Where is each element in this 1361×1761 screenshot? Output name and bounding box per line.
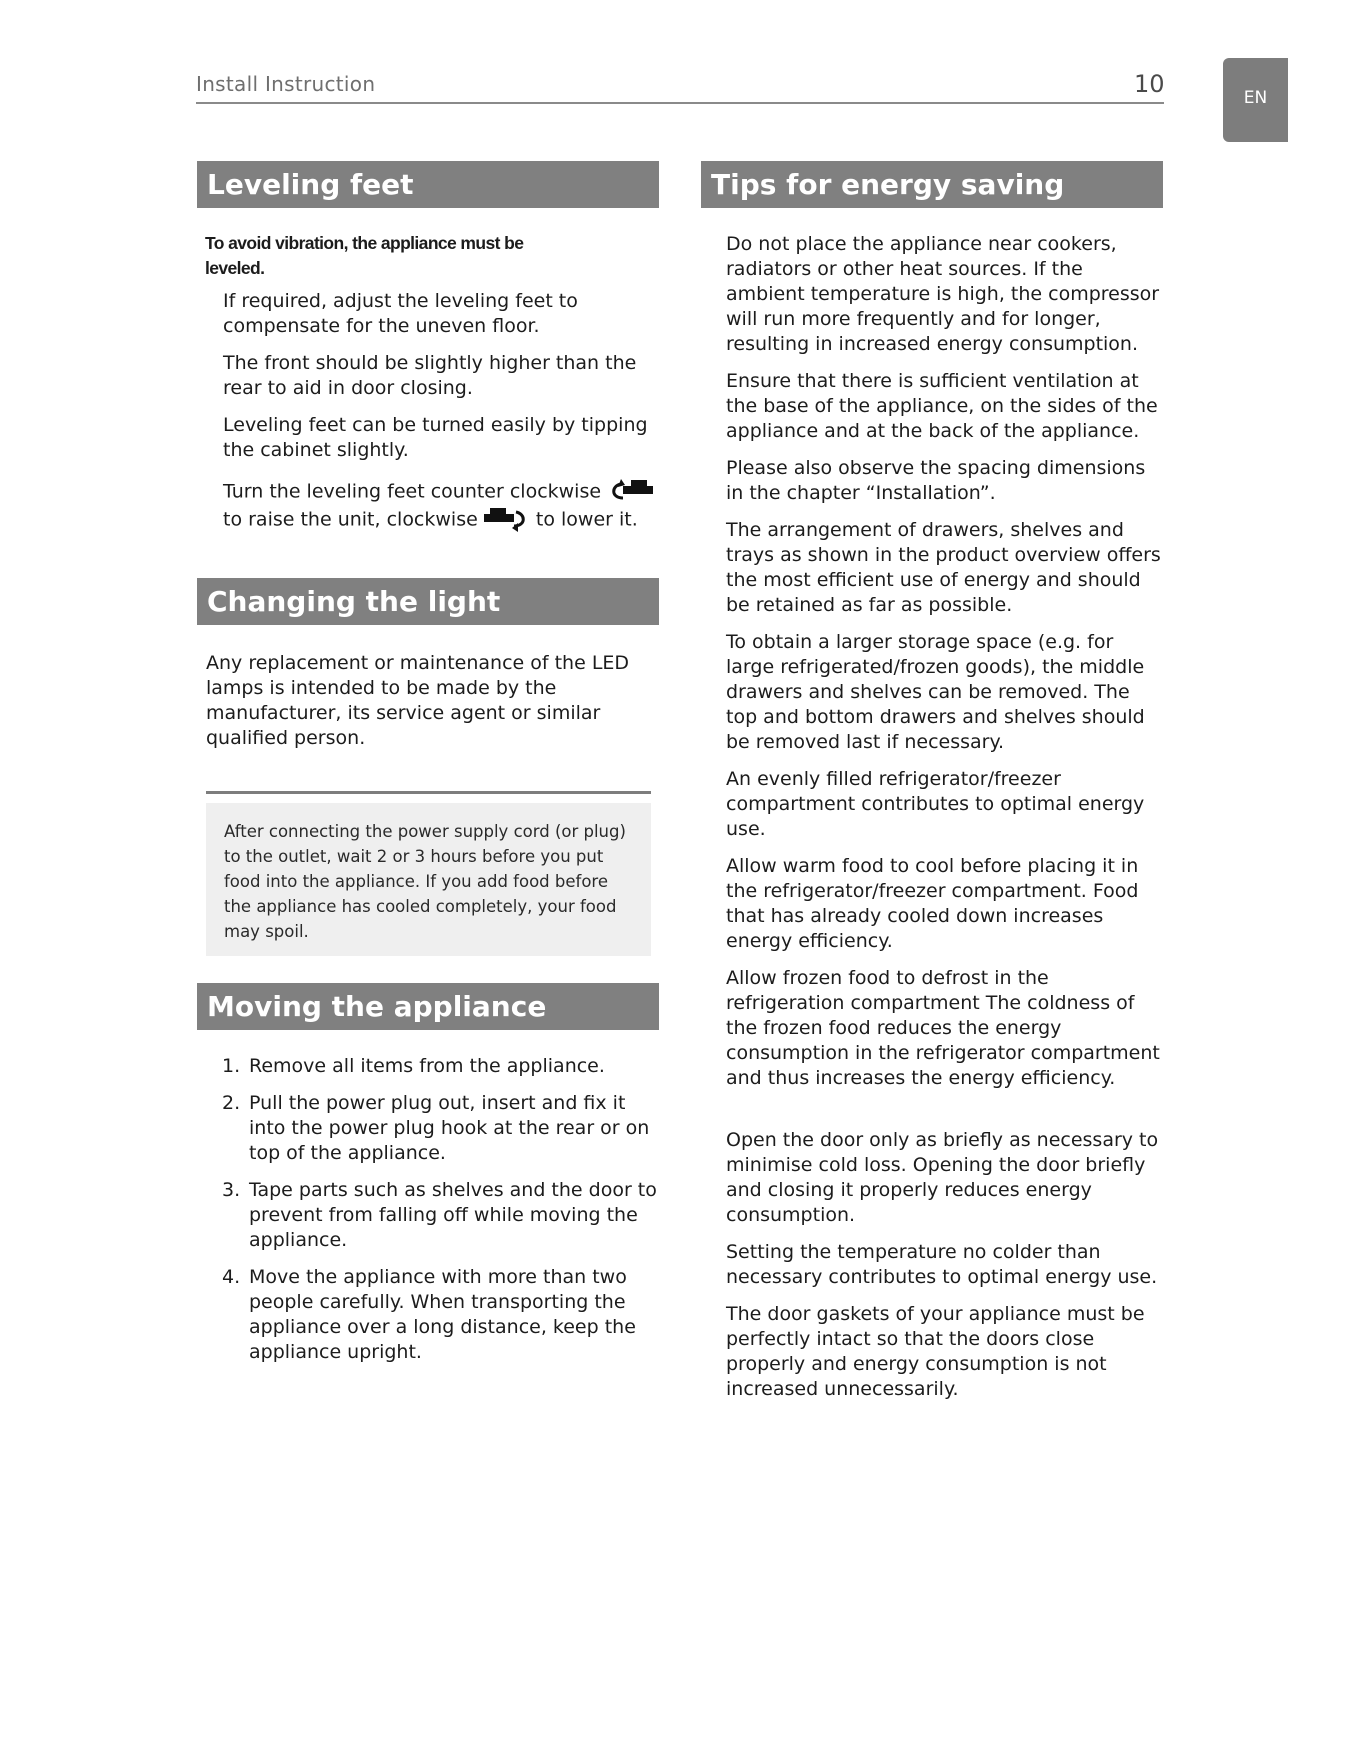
light-paragraph: Any replacement or maintenance of the LED lamps is intended to be made by the manufacturer, its service agent or similar qualified person.: [206, 652, 630, 749]
list-item: [222, 1178, 667, 1253]
energy-paragraph-10: Setting the temperature no colder than necessary contributes to optimal energy use.: [726, 1241, 1158, 1288]
clockwise-arrow-icon: [484, 506, 530, 534]
energy-paragraph-5: To obtain a larger storage space (e.g. for large refrigerated/frozen goods), the middle drawers and shelves can be removed. The top and bottom drawers and shelves should be removed last if necessary.: [726, 631, 1145, 753]
energy-paragraph-1: Do not place the appliance near cookers, radiators or other heat sources. If the ambient temperature is high, the compressor will run more frequently and for longer, resulting in increased energy consumption.: [726, 233, 1160, 355]
step-number: 4.: [222, 1266, 241, 1288]
list-item: [222, 1091, 667, 1166]
energy-paragraph-6: An evenly filled refrigerator/freezer compartment contributes to optimal energy use.: [726, 768, 1145, 840]
header-title: Install Instruction: [196, 72, 376, 96]
step-number: 1.: [222, 1055, 241, 1077]
leveling-paragraph-2: The front should be slightly higher than the rear to aid in door closing.: [223, 352, 637, 399]
leveling-intro: To avoid vibration, the appliance must be leveled.: [205, 233, 524, 278]
list-item: [222, 1054, 667, 1079]
language-tab-label: EN: [1243, 88, 1268, 108]
leveling-p4-part2: to raise the unit, clockwise: [223, 508, 478, 531]
step-text: Remove all items from the appliance.: [249, 1055, 605, 1077]
leveling-p4-part1: Turn the leveling feet counter clockwise: [223, 480, 602, 503]
energy-paragraph-2: Ensure that there is sufficient ventilation at the base of the appliance, on the sides of the appliance and at the back of the appliance.: [726, 370, 1158, 442]
counter-clockwise-arrow-icon: [607, 478, 653, 506]
step-number: 2.: [222, 1092, 241, 1114]
energy-paragraph-9: Open the door only as briefly as necessary to minimise cold loss. Opening the door briefly and closing it properly reduces energy consumption.: [726, 1129, 1159, 1226]
section-heading-energy-saving: Tips for energy saving: [701, 161, 1163, 208]
leveling-paragraph-1: If required, adjust the leveling feet to compensate for the uneven floor.: [223, 290, 578, 337]
energy-paragraph-3: Please also observe the spacing dimensions in the chapter “Installation”.: [726, 457, 1146, 504]
step-text: Move the appliance with more than two people carefully. When transporting the appliance over a long distance, keep the appliance upright.: [249, 1266, 636, 1363]
section-heading-moving-appliance: Moving the appliance: [197, 983, 659, 1030]
energy-paragraph-11: The door gaskets of your appliance must be perfectly intact so that the doors close properly and energy consumption is not increased unnecessarily.: [726, 1303, 1145, 1400]
leveling-p4-part3: to lower it.: [535, 508, 638, 531]
note-divider: [206, 791, 651, 794]
energy-paragraph-4: The arrangement of drawers, shelves and trays as shown in the product overview offers the most efficient use of energy and should be retained as far as possible.: [726, 519, 1161, 616]
section-heading-changing-light: Changing the light: [197, 578, 659, 625]
energy-paragraph-8: Allow frozen food to defrost in the refrigeration compartment The coldness of the frozen food reduces the energy consumption in the refrigerator compartment and thus increases the energy efficiency.: [726, 967, 1160, 1089]
note-text: After connecting the power supply cord (or plug) to the outlet, wait 2 or 3 hours before you put food into the appliance. If you add food before the appliance has cooled completely, your food may spoil.: [224, 822, 626, 941]
header-divider: [196, 102, 1164, 104]
step-number: 3.: [222, 1179, 241, 1201]
step-text: Pull the power plug out, insert and fix it into the power plug hook at the rear or on top of the appliance.: [249, 1092, 650, 1164]
leveling-paragraph-4: [223, 478, 673, 534]
section-heading-leveling-feet: Leveling feet: [197, 161, 659, 208]
page-number: 10: [1134, 70, 1165, 98]
leveling-paragraph-3: Leveling feet can be turned easily by tipping the cabinet slightly.: [223, 414, 648, 461]
note-box: [206, 803, 651, 956]
energy-paragraph-7: Allow warm food to cool before placing it in the refrigerator/freezer compartment. Food that has already cooled down increases energy efficiency.: [726, 855, 1139, 952]
moving-steps-list: [222, 1054, 667, 1377]
step-text: Tape parts such as shelves and the door to prevent from falling off while moving the appliance.: [249, 1179, 657, 1251]
list-item: [222, 1265, 667, 1365]
language-tab: [1223, 58, 1288, 142]
